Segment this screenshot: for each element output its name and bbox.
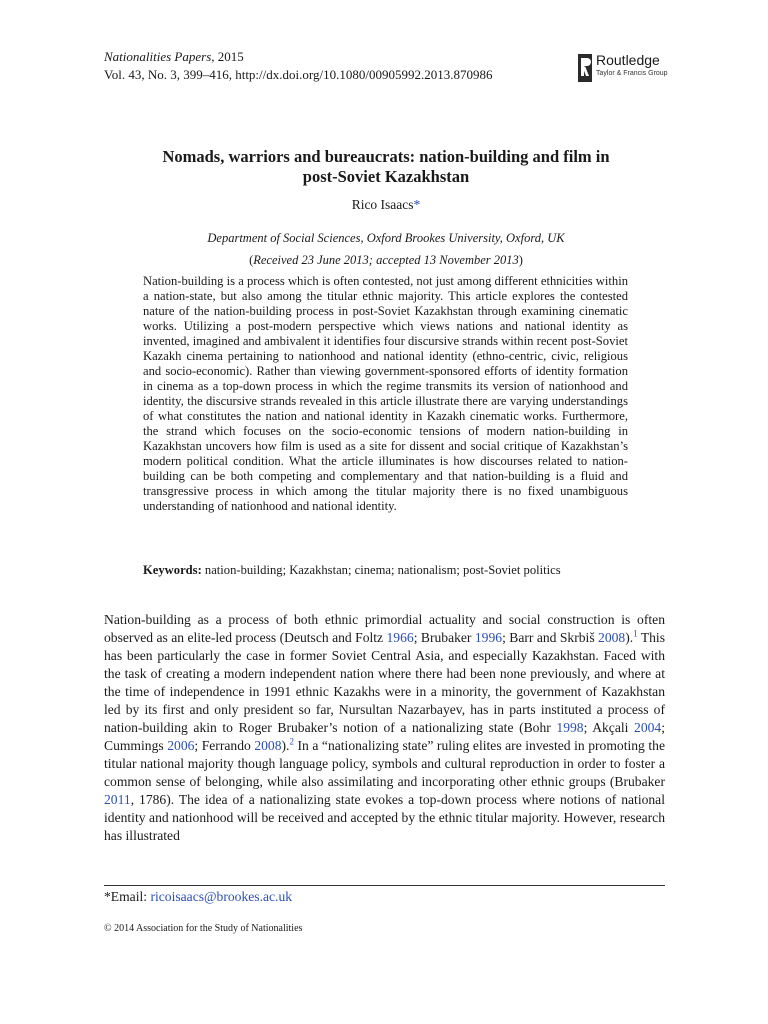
article-title bbox=[104, 147, 668, 187]
journal-header bbox=[104, 48, 492, 84]
title-line-2: post-Soviet Kazakhstan bbox=[302, 167, 470, 186]
citation-link[interactable]: 2006 bbox=[167, 738, 195, 753]
email-link[interactable]: ricoisaacs@brookes.ac.uk bbox=[150, 889, 293, 904]
body-text-run: ). bbox=[281, 738, 290, 753]
body-text-run: In a “nationalizing state” ruling elites are invested in promoting the titular national majority though language policy, symbols and cultural reproduction in order to foster a common sense of belonging, while also assimilating and incorporating other ethnic groups (Brubaker bbox=[104, 738, 665, 789]
email-label: *Email: bbox=[104, 889, 151, 904]
body-text-run: ; Akçali bbox=[583, 720, 635, 735]
copyright: © 2014 Association for the Study of Nationalities bbox=[104, 923, 303, 934]
footnote-email bbox=[104, 889, 292, 905]
citation-link[interactable]: 1998 bbox=[556, 720, 584, 735]
keywords-text: nation-building; Kazakhstan; cinema; nationalism; post-Soviet politics bbox=[201, 563, 561, 577]
received-dates bbox=[104, 253, 668, 268]
abstract: Nation-building is a process which is often contested, not just among different ethnicities within a nation-state, but also among the titular ethnic majority. This article explores the contested nature of the nation-building process in post-Soviet Kazakhstan through examining cinematic works. Utilizing a post-modern perspective which views nations and national identity as invented, imagined and ambivalent it identifies four discursive strands within recent post-Soviet Kazakh cinema pertaining to nationhood and national identity (ethno-centric, civic, religious and socio-economic). Rather than viewing government-sponsored efforts of identity formation in cinema as a top-down process in which the regime transmits its version of nationhood and identity, the discursive strands revealed in this article illustrate there are varying understandings of what constitutes the nation and national identity in Kazakh cinematic works. Furthermore, the strand which focuses on the socio-economic tensions of modern nation-building in Kazakhstan uncovers how film is used as a site for dissent and social critique of Kazakhstan’s modern political condition. What the article illuminates is how discourses related to nation-building can be both competing and complementary and that nation-building is a fluid and transgressive process in which among the titular majority there is no fixed unambiguous understanding of nationhood and national identity. bbox=[143, 274, 628, 513]
citation-link[interactable]: 1996 bbox=[474, 630, 503, 645]
body-paragraph bbox=[104, 611, 665, 845]
body-text-run: ; Ferrando bbox=[194, 738, 255, 753]
journal-name: Nationalities Papers bbox=[104, 49, 212, 64]
author-footnote-mark[interactable]: * bbox=[413, 197, 421, 212]
body-text-run: This has been particularly the case in former Soviet Central Asia, and especially Kazakhstan. Faced with the task of creating a modern independent nation where there had been none previously, and where at the time of independence in 1991 ethnic Kazakhs were in a minority, the government of Kazakhstan led by its first and only president so far, Nursultan Nazarbayev, has in parts instituted a process of nation-building akin to Roger Brubaker’s notion of a nationalizing state (Bohr bbox=[104, 630, 665, 735]
title-line-1: Nomads, warriors and bureaucrats: nation-building and film in bbox=[162, 147, 610, 166]
received-text: Received 23 June 2013; accepted 13 November 2013 bbox=[253, 253, 519, 267]
received-close-paren: ) bbox=[518, 253, 523, 267]
routledge-logo-icon bbox=[578, 54, 592, 82]
publisher-name: Routledge bbox=[596, 52, 660, 68]
citation-link[interactable]: 2011 bbox=[104, 792, 131, 807]
author-name: Rico Isaacs bbox=[351, 197, 414, 212]
footnote-link[interactable]: 1 bbox=[633, 628, 638, 639]
journal-citation: Vol. 43, No. 3, 399–416, http://dx.doi.org/10.1080/00905992.2013.870986 bbox=[104, 67, 493, 82]
journal-title-line bbox=[104, 48, 492, 66]
keywords bbox=[143, 563, 643, 578]
body-text-run: , 1786). The idea of a nationalizing state evokes a top-down process where notions of national identity and nationhood will be received and accepted by the ethnic titular majority. However, research has illustrated bbox=[104, 792, 665, 843]
body-text-run: Nation-building as a process of both ethnic primordial actuality and social construction is often observed as an elite-led process (Deutsch and Foltz bbox=[104, 612, 665, 645]
received-open-paren: ( bbox=[249, 253, 254, 267]
citation-link[interactable]: 2008 bbox=[598, 630, 626, 645]
citation-link[interactable]: 2008 bbox=[254, 738, 282, 753]
citation-link[interactable]: 1966 bbox=[386, 630, 414, 645]
footnote-link[interactable]: 2 bbox=[289, 736, 294, 747]
body-text-run: ; Cummings bbox=[104, 720, 665, 753]
footnote-divider bbox=[104, 885, 665, 886]
citation-link[interactable]: 2004 bbox=[634, 720, 662, 735]
body-text-run: ; Brubaker bbox=[413, 630, 475, 645]
journal-year: , 2015 bbox=[211, 49, 244, 64]
publisher-subtitle: Taylor & Francis Group bbox=[596, 70, 668, 77]
author-line bbox=[104, 197, 668, 213]
body-text-run: ; Barr and Skrbiš bbox=[502, 630, 599, 645]
body-text-run: ). bbox=[625, 630, 634, 645]
keywords-label: Keywords: bbox=[143, 563, 202, 577]
affiliation: Department of Social Sciences, Oxford Brookes University, Oxford, UK bbox=[207, 231, 565, 245]
